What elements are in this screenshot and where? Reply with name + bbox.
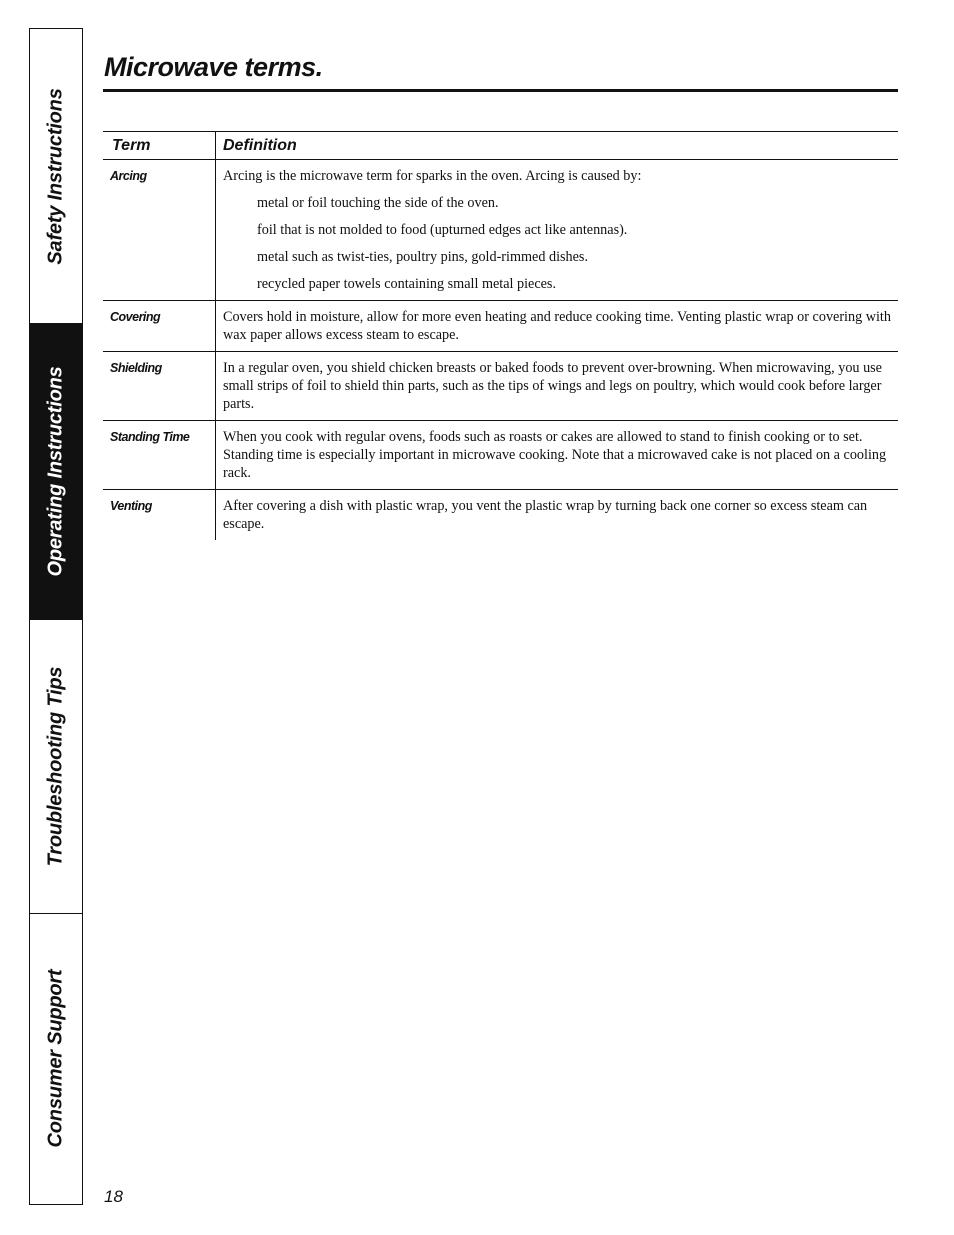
terms-table	[103, 131, 898, 540]
definition-cell: When you cook with regular ovens, foods such as roasts or cakes are allowed to stand to finish cooking or to set. Standing time is especially important in microwave cooking. Note that a microwaved cake is not placed on a cooling rack.	[216, 421, 899, 490]
table-row	[103, 490, 898, 541]
table-header-row	[103, 132, 898, 160]
definition-cell: Covers hold in moisture, allow for more even heating and reduce cooking time. Venting plastic wrap or covering with wax paper allows excess steam to escape.	[216, 301, 899, 352]
definition-list-item: recycled paper towels containing small metal pieces.	[257, 276, 557, 292]
definition-list-item: metal such as twist-ties, poultry pins, gold-rimmed dishes.	[257, 249, 589, 265]
term-cell: Standing Time	[103, 421, 216, 490]
tab-label: Consumer Support	[44, 969, 67, 1148]
definition-cell	[216, 160, 899, 301]
tab-troubleshooting-tips[interactable]	[30, 619, 82, 913]
tab-label: Safety Instructions	[44, 87, 67, 265]
term-column-header: Term	[103, 132, 216, 160]
term-cell: Shielding	[103, 352, 216, 421]
term-cell: Venting	[103, 490, 216, 541]
page-number: 18	[104, 1187, 123, 1206]
definition-list-item: foil that is not molded to food (upturned edges act like antennas).	[257, 222, 628, 238]
tab-safety-instructions[interactable]	[30, 29, 82, 323]
side-tab-strip	[29, 28, 83, 1205]
term-cell: Arcing	[103, 160, 216, 301]
table-row	[103, 352, 898, 421]
table-row	[103, 160, 898, 301]
definition-cell: In a regular oven, you shield chicken breasts or baked foods to prevent over-browning. When microwaving, you use small strips of foil to shield thin parts, such as the tips of wings and legs on poultry, which would cook before larger parts.	[216, 352, 899, 421]
tab-label: Troubleshooting Tips	[44, 666, 67, 867]
definition-list-item: metal or foil touching the side of the oven.	[257, 195, 499, 211]
term-cell: Covering	[103, 301, 216, 352]
table-row	[103, 421, 898, 490]
tab-consumer-support[interactable]	[30, 913, 82, 1203]
title-rule	[103, 89, 898, 92]
tab-label: Operating Instructions	[44, 366, 67, 577]
table-row	[103, 301, 898, 352]
definition-cell: After covering a dish with plastic wrap, you vent the plastic wrap by turning back one corner so excess steam can escape.	[223, 498, 868, 532]
definition-column-header: Definition	[216, 132, 899, 160]
definition-text: Arcing is the microwave term for sparks in the oven. Arcing is caused by:	[223, 168, 642, 184]
page-title: Microwave terms.	[104, 52, 323, 82]
tab-operating-instructions[interactable]	[30, 323, 82, 619]
